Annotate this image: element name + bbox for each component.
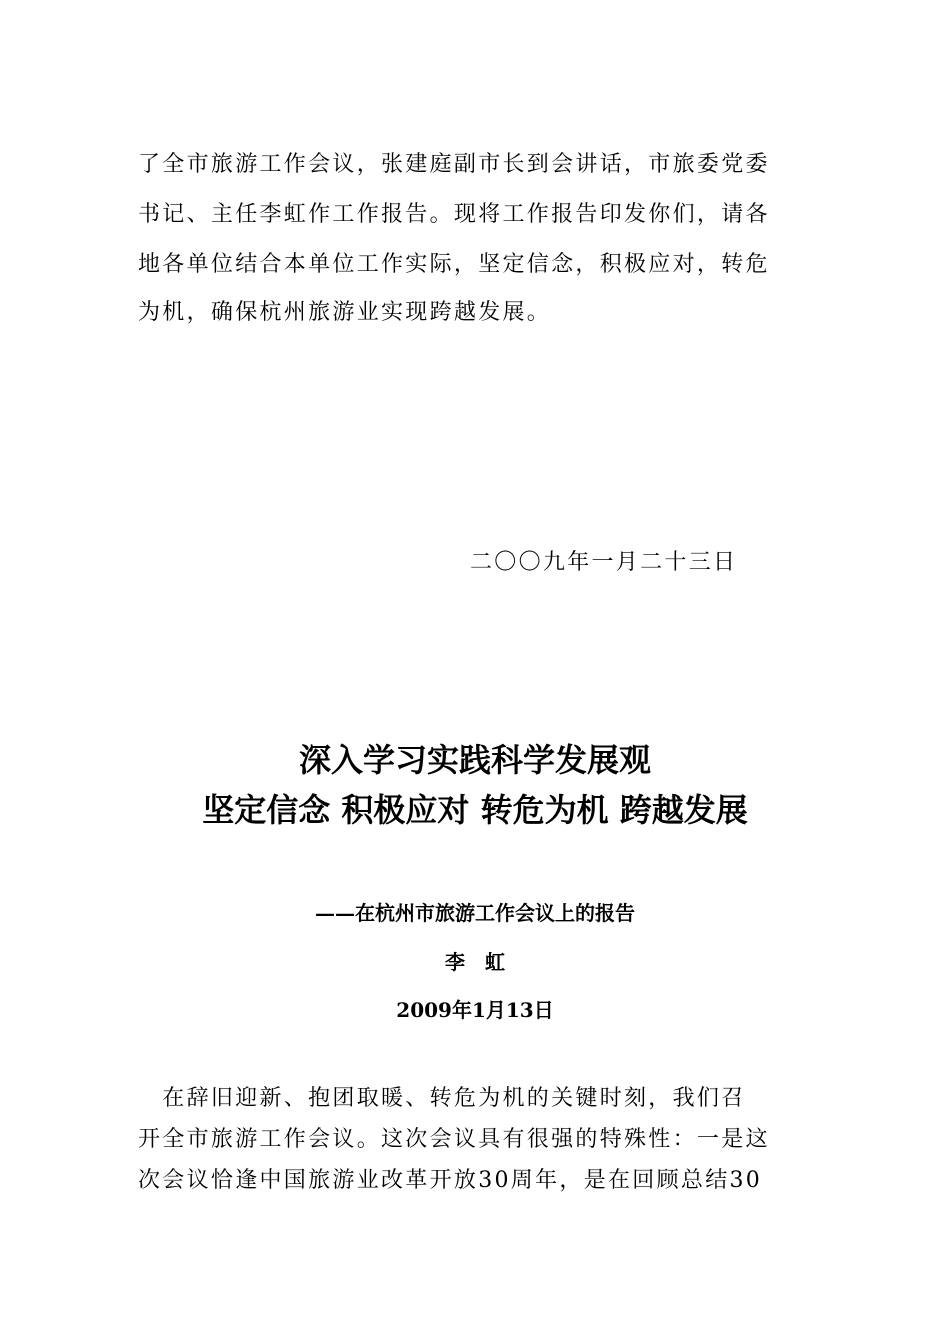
body-line-2: 开全市旅游工作会议。这次会议具有很强的特殊性：一是这	[138, 1127, 770, 1152]
report-date: 2009年1月13日	[396, 998, 554, 1022]
report-title-line-1: 深入学习实践科学发展观	[298, 741, 651, 779]
intro-line-3: 地各单位结合本单位工作实际，坚定信念，积极应对，转危	[138, 252, 770, 277]
report-subtitle: ——在杭州市旅游工作会议上的报告	[315, 901, 635, 925]
notice-date: 二〇〇九年一月二十三日	[470, 550, 738, 575]
intro-line-2: 书记、主任李虹作工作报告。现将工作报告印发你们，请各	[138, 202, 770, 227]
body-line-1: 在辞旧迎新、抱团取暖、转危为机的关键时刻，我们召	[138, 1086, 746, 1111]
report-title-line-2: 坚定信念 积极应对 转危为机 跨越发展	[202, 791, 748, 829]
report-author: 李 虹	[445, 950, 505, 974]
intro-line-1: 了全市旅游工作会议，张建庭副市长到会讲话，市旅委党委	[138, 152, 770, 177]
intro-line-4: 为机，确保杭州旅游业实现跨越发展。	[138, 300, 552, 325]
body-line-3: 次会议恰逢中国旅游业改革开放30周年，是在回顾总结30	[138, 1168, 763, 1193]
